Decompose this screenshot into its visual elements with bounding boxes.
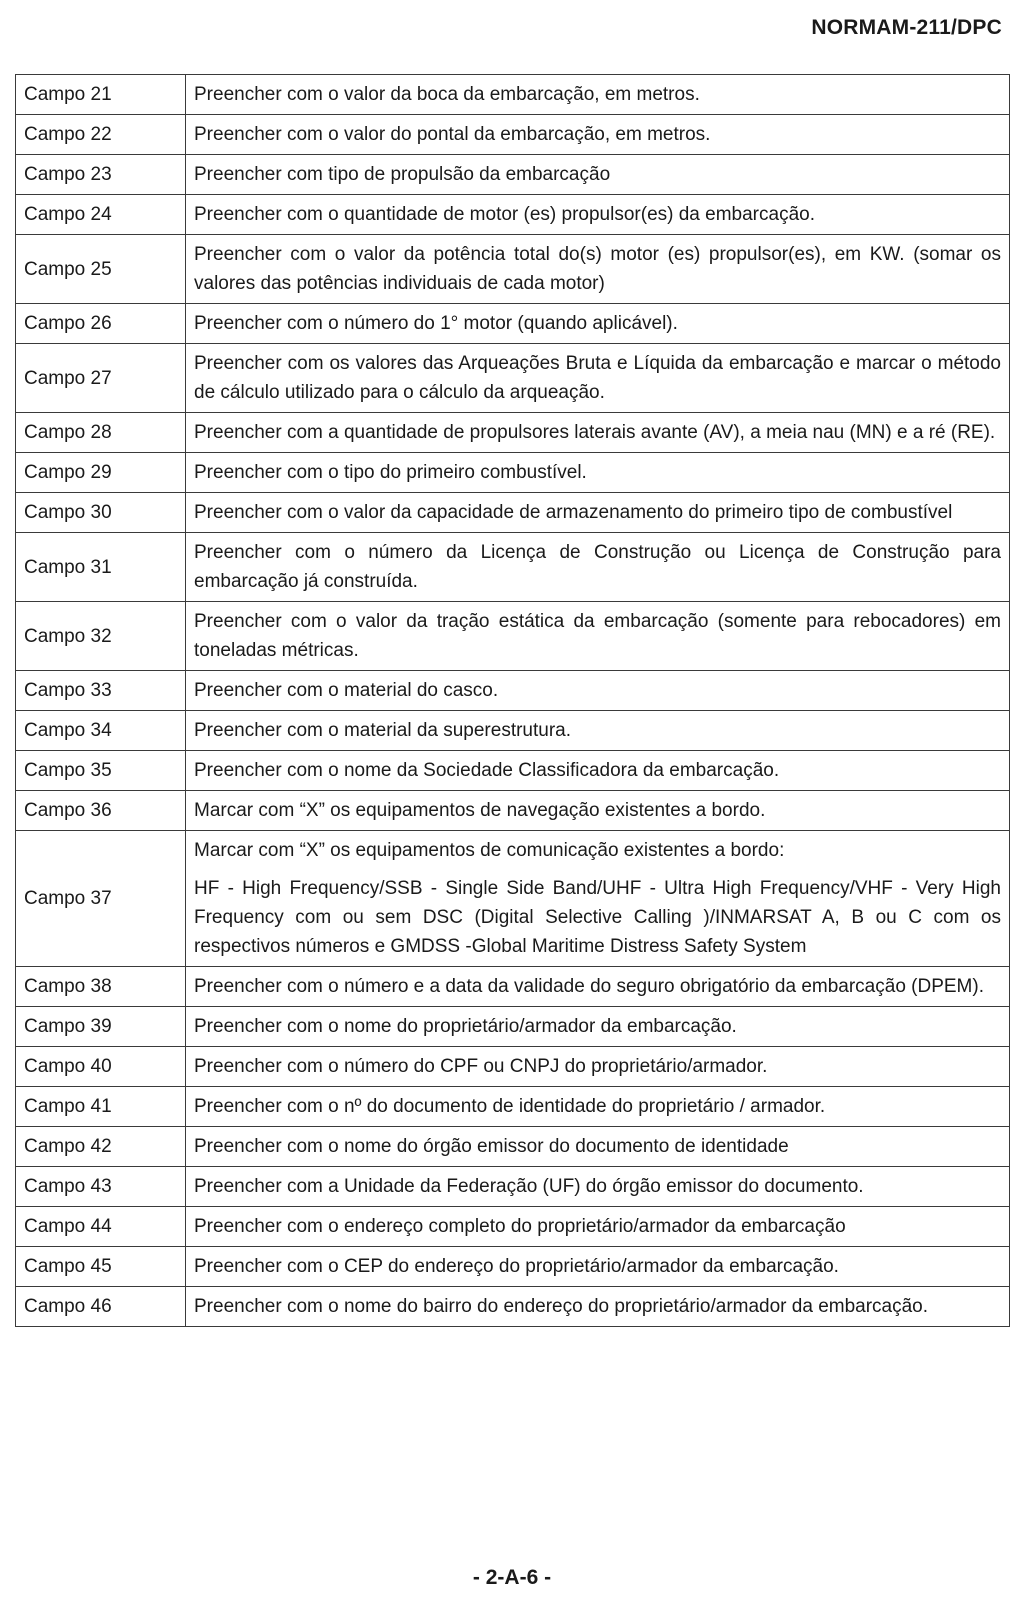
field-description <box>186 155 1010 195</box>
description-paragraph: Preencher com o CEP do endereço do proprietário/armador da embarcação. <box>194 1256 839 1277</box>
description-paragraph: Preencher com o nome do bairro do endereço do proprietário/armador da embarcação. <box>194 1296 929 1317</box>
field-label: Campo 42 <box>16 1127 186 1167</box>
field-label: Campo 27 <box>16 344 186 413</box>
field-description <box>186 1207 1010 1247</box>
field-description <box>186 1007 1010 1047</box>
field-label: Campo 22 <box>16 115 186 155</box>
field-label: Campo 32 <box>16 602 186 671</box>
table-row <box>16 967 1010 1007</box>
description-paragraph: Marcar com “X” os equipamentos de navegação existentes a bordo. <box>194 800 766 821</box>
field-description <box>186 304 1010 344</box>
table-row <box>16 235 1010 304</box>
table-row <box>16 1247 1010 1287</box>
description-paragraph: Marcar com “X” os equipamentos de comunicação existentes a bordo: <box>194 840 785 861</box>
table-row <box>16 831 1010 967</box>
table-row <box>16 304 1010 344</box>
field-label: Campo 38 <box>16 967 186 1007</box>
field-description <box>186 967 1010 1007</box>
document-code: NORMAM-211/DPC <box>811 16 1002 39</box>
field-description <box>186 1167 1010 1207</box>
description-paragraph: Preencher com o valor do pontal da embarcação, em metros. <box>194 124 711 145</box>
description-paragraph: Preencher com o número do CPF ou CNPJ do proprietário/armador. <box>194 1056 768 1077</box>
description-paragraph: Preencher com o número do 1° motor (quando aplicável). <box>194 313 678 334</box>
table-row <box>16 602 1010 671</box>
field-label: Campo 29 <box>16 453 186 493</box>
field-description <box>186 1087 1010 1127</box>
field-description <box>186 195 1010 235</box>
table-row <box>16 75 1010 115</box>
table-row <box>16 1127 1010 1167</box>
field-description <box>186 453 1010 493</box>
table-row <box>16 1007 1010 1047</box>
field-label: Campo 40 <box>16 1047 186 1087</box>
description-paragraph: Preencher com a quantidade de propulsores laterais avante (AV), a meia nau (MN) e a ré (RE). <box>194 422 996 443</box>
table-row <box>16 1287 1010 1327</box>
field-label: Campo 25 <box>16 235 186 304</box>
description-paragraph: Preencher com a Unidade da Federação (UF) do órgão emissor do documento. <box>194 1176 864 1197</box>
field-description <box>186 75 1010 115</box>
field-description <box>186 413 1010 453</box>
table-row <box>16 1047 1010 1087</box>
field-description <box>186 791 1010 831</box>
field-label: Campo 26 <box>16 304 186 344</box>
field-label: Campo 44 <box>16 1207 186 1247</box>
field-description <box>186 344 1010 413</box>
table-row <box>16 1207 1010 1247</box>
field-label: Campo 37 <box>16 831 186 967</box>
field-label: Campo 23 <box>16 155 186 195</box>
field-description <box>186 711 1010 751</box>
fields-table <box>15 74 1010 1327</box>
description-paragraph: Preencher com o valor da capacidade de armazenamento do primeiro tipo de combustível <box>194 502 953 523</box>
table-row <box>16 1167 1010 1207</box>
field-label: Campo 34 <box>16 711 186 751</box>
field-description <box>186 671 1010 711</box>
field-description <box>186 831 1010 967</box>
table-row <box>16 671 1010 711</box>
description-paragraph: Preencher com o nome da Sociedade Classificadora da embarcação. <box>194 760 780 781</box>
field-label: Campo 28 <box>16 413 186 453</box>
description-paragraph: Preencher com o valor da potência total do(s) motor (es) propulsor(es), em KW. (somar os valores das potências individuais de cada motor) <box>194 244 1001 294</box>
table-row <box>16 413 1010 453</box>
description-paragraph: Preencher com o endereço completo do proprietário/armador da embarcação <box>194 1216 846 1237</box>
field-description <box>186 1287 1010 1327</box>
field-label: Campo 30 <box>16 493 186 533</box>
description-paragraph: Preencher com os valores das Arqueações Bruta e Líquida da embarcação e marcar o método de cálculo utilizado para o cálculo da arqueação. <box>194 353 1001 403</box>
table-row <box>16 115 1010 155</box>
description-paragraph: Preencher com o material da superestrutura. <box>194 720 572 741</box>
field-label: Campo 21 <box>16 75 186 115</box>
field-label: Campo 41 <box>16 1087 186 1127</box>
field-label: Campo 36 <box>16 791 186 831</box>
table-row <box>16 711 1010 751</box>
field-label: Campo 35 <box>16 751 186 791</box>
description-paragraph: Preencher com o número e a data da validade do seguro obrigatório da embarcação (DPEM). <box>194 976 984 997</box>
field-label: Campo 45 <box>16 1247 186 1287</box>
field-description <box>186 493 1010 533</box>
field-description <box>186 115 1010 155</box>
field-label: Campo 31 <box>16 533 186 602</box>
table-row <box>16 453 1010 493</box>
field-label: Campo 39 <box>16 1007 186 1047</box>
fields-table-body <box>16 75 1010 1327</box>
description-paragraph: Preencher com o nome do proprietário/armador da embarcação. <box>194 1016 737 1037</box>
description-paragraph: Preencher com o valor da boca da embarcação, em metros. <box>194 84 700 105</box>
field-description <box>186 602 1010 671</box>
field-description <box>186 1047 1010 1087</box>
table-row <box>16 155 1010 195</box>
field-description <box>186 751 1010 791</box>
table-row <box>16 195 1010 235</box>
field-label: Campo 24 <box>16 195 186 235</box>
description-paragraph: Preencher com o material do casco. <box>194 680 499 701</box>
field-label: Campo 33 <box>16 671 186 711</box>
field-description <box>186 1247 1010 1287</box>
table-row <box>16 791 1010 831</box>
table-row <box>16 493 1010 533</box>
description-paragraph: HF - High Frequency/SSB - Single Side Band/UHF - Ultra High Frequency/VHF - Very High Frequency com ou sem DSC (Digital Selective Calling )/INMARSAT A, B ou C com os respectivos números e GMDSS -Global Maritime Distress Safety System <box>194 878 1001 957</box>
field-description <box>186 533 1010 602</box>
field-description <box>186 235 1010 304</box>
field-label: Campo 43 <box>16 1167 186 1207</box>
description-paragraph: Preencher com o valor da tração estática da embarcação (somente para rebocadores) em toneladas métricas. <box>194 611 1001 661</box>
description-paragraph: Preencher com o tipo do primeiro combustível. <box>194 462 587 483</box>
field-label: Campo 46 <box>16 1287 186 1327</box>
table-row <box>16 533 1010 602</box>
description-paragraph: Preencher com o quantidade de motor (es) propulsor(es) da embarcação. <box>194 204 815 225</box>
table-row <box>16 344 1010 413</box>
table-row <box>16 1087 1010 1127</box>
description-paragraph: Preencher com o número da Licença de Construção ou Licença de Construção para embarcação já construída. <box>194 542 1001 592</box>
description-paragraph: Preencher com o nome do órgão emissor do documento de identidade <box>194 1136 789 1157</box>
description-paragraph: Preencher com o nº do documento de identidade do proprietário / armador. <box>194 1096 826 1117</box>
table-row <box>16 751 1010 791</box>
description-paragraph: Preencher com tipo de propulsão da embarcação <box>194 164 611 185</box>
page-number: - 2-A-6 - <box>472 1566 552 1589</box>
field-description <box>186 1127 1010 1167</box>
